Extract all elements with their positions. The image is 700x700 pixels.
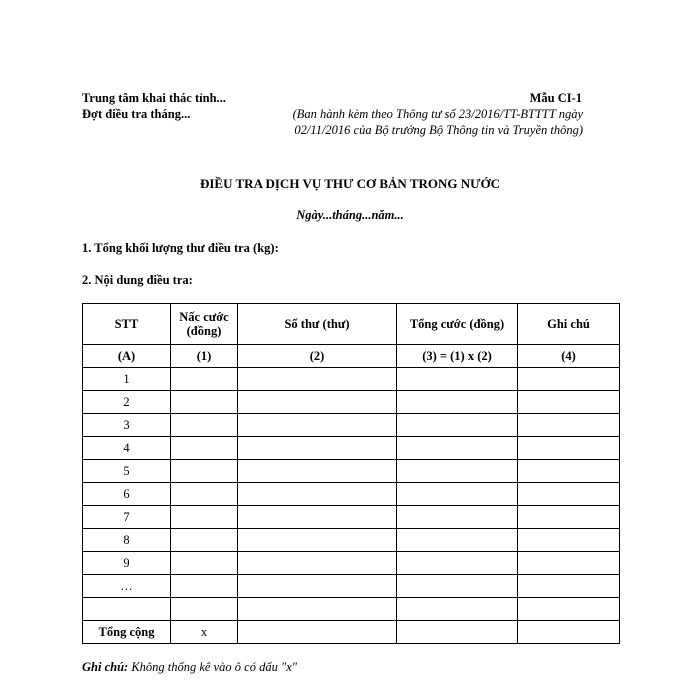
row-stt: 4 xyxy=(83,437,171,460)
header-total-fee: Tổng cước (đồng) xyxy=(397,304,518,345)
letters-cell[interactable] xyxy=(238,414,397,437)
letters-cell[interactable] xyxy=(238,483,397,506)
letters-cell[interactable] xyxy=(238,598,397,621)
total-fee-cell[interactable] xyxy=(397,437,518,460)
total-fee-cell[interactable] xyxy=(397,414,518,437)
letters-cell[interactable] xyxy=(238,391,397,414)
date-line: Ngày...tháng...năm... xyxy=(296,208,404,222)
rate-cell[interactable] xyxy=(171,391,238,414)
note-cell[interactable] xyxy=(518,368,620,391)
table-row xyxy=(83,506,620,529)
survey-round: Đợt điều tra tháng... xyxy=(82,107,191,121)
form-code: Mẫu CI-1 xyxy=(529,91,582,105)
total-label: Tổng cộng xyxy=(83,621,171,644)
total-fee-cell[interactable] xyxy=(397,621,518,644)
total-fee-cell[interactable] xyxy=(397,483,518,506)
total-fee-cell[interactable] xyxy=(397,552,518,575)
letters-cell[interactable] xyxy=(238,506,397,529)
row-stt: 2 xyxy=(83,391,171,414)
total-fee-cell[interactable] xyxy=(397,575,518,598)
note-cell[interactable] xyxy=(518,483,620,506)
total-fee-cell[interactable] xyxy=(397,368,518,391)
row-stt: … xyxy=(83,575,171,598)
note-cell[interactable] xyxy=(518,529,620,552)
table-row xyxy=(83,437,620,460)
table-row xyxy=(83,391,620,414)
note-cell[interactable] xyxy=(518,414,620,437)
table-row xyxy=(83,598,620,621)
total-fee-cell[interactable] xyxy=(397,506,518,529)
issued-note-line1: (Ban hành kèm theo Thông tư số 23/2016/TT-BTTTT ngày xyxy=(292,107,583,121)
row-stt: 9 xyxy=(83,552,171,575)
letters-cell[interactable] xyxy=(238,368,397,391)
code-cell: (3) = (1) x (2) xyxy=(397,345,518,368)
rate-cell[interactable] xyxy=(171,368,238,391)
note-cell[interactable] xyxy=(518,575,620,598)
note-cell[interactable] xyxy=(518,506,620,529)
letters-cell[interactable] xyxy=(238,552,397,575)
table-header-row xyxy=(83,304,620,345)
header-rate-line1: Nấc cước xyxy=(179,310,229,324)
table-row xyxy=(83,483,620,506)
table-row xyxy=(83,414,620,437)
total-mark: x xyxy=(171,621,238,644)
header-letters: Số thư (thư) xyxy=(238,304,397,345)
rate-cell[interactable] xyxy=(171,460,238,483)
section-content: 2. Nội dung điều tra: xyxy=(82,273,193,287)
footnote-text: Không thống kê vào ô có dấu "x" xyxy=(128,660,298,674)
note-cell[interactable] xyxy=(518,552,620,575)
letters-cell[interactable] xyxy=(238,437,397,460)
row-stt: 5 xyxy=(83,460,171,483)
rate-cell[interactable] xyxy=(171,598,238,621)
rate-cell[interactable] xyxy=(171,529,238,552)
code-cell: (4) xyxy=(518,345,620,368)
center-name: Trung tâm khai thác tỉnh... xyxy=(82,91,226,105)
row-stt: 3 xyxy=(83,414,171,437)
total-note-cell[interactable] xyxy=(518,621,620,644)
row-stt: 6 xyxy=(83,483,171,506)
total-fee-cell[interactable] xyxy=(397,391,518,414)
table-row xyxy=(83,460,620,483)
row-stt: 7 xyxy=(83,506,171,529)
code-cell: (1) xyxy=(171,345,238,368)
row-stt: 1 xyxy=(83,368,171,391)
rate-cell[interactable] xyxy=(171,506,238,529)
note-cell[interactable] xyxy=(518,460,620,483)
letters-cell[interactable] xyxy=(238,575,397,598)
header-stt: STT xyxy=(83,304,171,345)
note-cell[interactable] xyxy=(518,598,620,621)
total-fee-cell[interactable] xyxy=(397,598,518,621)
document-title: ĐIỀU TRA DỊCH VỤ THƯ CƠ BẢN TRONG NƯỚC xyxy=(199,176,500,191)
total-fee-cell[interactable] xyxy=(397,529,518,552)
row-stt xyxy=(83,598,171,621)
table-row xyxy=(83,368,620,391)
survey-table xyxy=(82,303,620,644)
issued-note-line2: 02/11/2016 của Bộ trưởng Bộ Thông tin và Truyền thông) xyxy=(294,123,583,137)
table-row xyxy=(83,552,620,575)
issued-note xyxy=(255,106,583,138)
letters-cell[interactable] xyxy=(238,460,397,483)
rate-cell[interactable] xyxy=(171,575,238,598)
total-fee-cell[interactable] xyxy=(397,460,518,483)
table-total-row xyxy=(83,621,620,644)
footnote xyxy=(82,660,297,675)
header-note: Ghi chú xyxy=(518,304,620,345)
note-cell[interactable] xyxy=(518,391,620,414)
letters-cell[interactable] xyxy=(238,529,397,552)
header-rate xyxy=(171,304,238,345)
section-total-weight: 1. Tổng khối lượng thư điều tra (kg): xyxy=(82,241,279,255)
code-cell: (A) xyxy=(83,345,171,368)
rate-cell[interactable] xyxy=(171,483,238,506)
footnote-label: Ghi chú: xyxy=(82,660,129,674)
total-letters-cell[interactable] xyxy=(238,621,397,644)
note-cell[interactable] xyxy=(518,437,620,460)
rate-cell[interactable] xyxy=(171,552,238,575)
rate-cell[interactable] xyxy=(171,437,238,460)
table-row xyxy=(83,529,620,552)
header-rate-line2: (đồng) xyxy=(186,324,222,338)
rate-cell[interactable] xyxy=(171,414,238,437)
table-row xyxy=(83,575,620,598)
row-stt: 8 xyxy=(83,529,171,552)
code-cell: (2) xyxy=(238,345,397,368)
table-code-row xyxy=(83,345,620,368)
